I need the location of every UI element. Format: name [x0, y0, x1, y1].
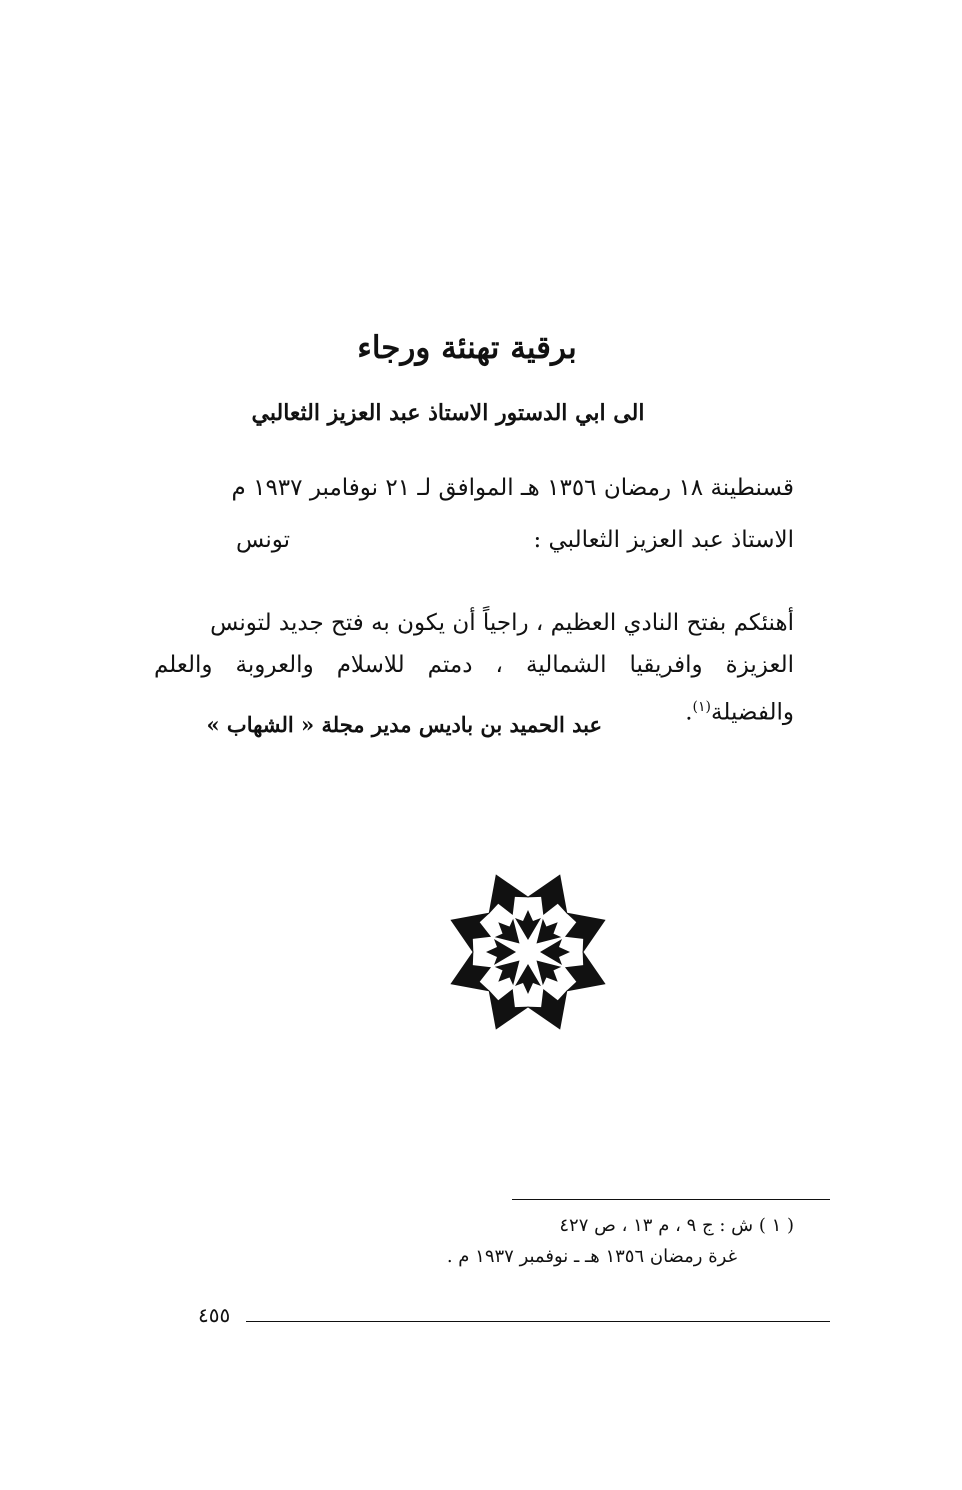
- footnote-1-line-2: غرة رمضان ١٣٥٦ هـ ـ نوفمبر ١٩٣٧ م .: [446, 1246, 737, 1267]
- ornament-inner-arrow: [527, 913, 567, 953]
- ornament-inner-arrow: [527, 951, 567, 991]
- ornament-inner-arrow: [515, 910, 541, 940]
- telegram-body-end: .: [685, 699, 693, 726]
- telegram-signature: عبد الحميد بن باديس مدير مجلة « الشهاب »: [206, 712, 602, 737]
- footnote-divider: [512, 1199, 830, 1200]
- telegram-body-line-1: أهنئكم بفتح النادي العظيم ، راجياً أن يكون به فتح جديد لتونس: [210, 610, 794, 636]
- telegram-destination: تونس: [236, 527, 291, 553]
- footnote-reference[interactable]: (١): [692, 699, 712, 715]
- eight-point-star-ornament-icon: [440, 864, 616, 1040]
- page-title: برقية تهنئة ورجاء: [357, 330, 577, 366]
- ornament-inner-arrow: [515, 964, 541, 994]
- page-subtitle: الى ابي الدستور الاستاذ عبد العزيز الثعالبي: [251, 400, 645, 426]
- footnote-1-line-1: ( ١ ) ش : ج ٩ ، م ١٣ ، ص ٤٢٧: [559, 1215, 794, 1236]
- telegram-dateline: قسنطينة ١٨ رمضان ١٣٥٦ هـ الموافق لـ ٢١ نوفامبر ١٩٣٧ م: [231, 475, 794, 501]
- page-number: ٤٥٥: [198, 1303, 231, 1327]
- telegram-addressee: الاستاذ عبد العزيز الثعالبي :: [533, 527, 794, 553]
- ornament-inner-arrow: [489, 913, 529, 953]
- telegram-body-line-2-text: العزيزة وافريقيا الشمالية ، دمتم للاسلام والعروبة والعلم والفضيلة: [154, 652, 794, 726]
- ornament-inner-arrow: [489, 951, 529, 991]
- ornament-inner-arrow: [486, 939, 516, 965]
- ornament-inner-arrow: [540, 939, 570, 965]
- page-number-rule: [246, 1321, 830, 1322]
